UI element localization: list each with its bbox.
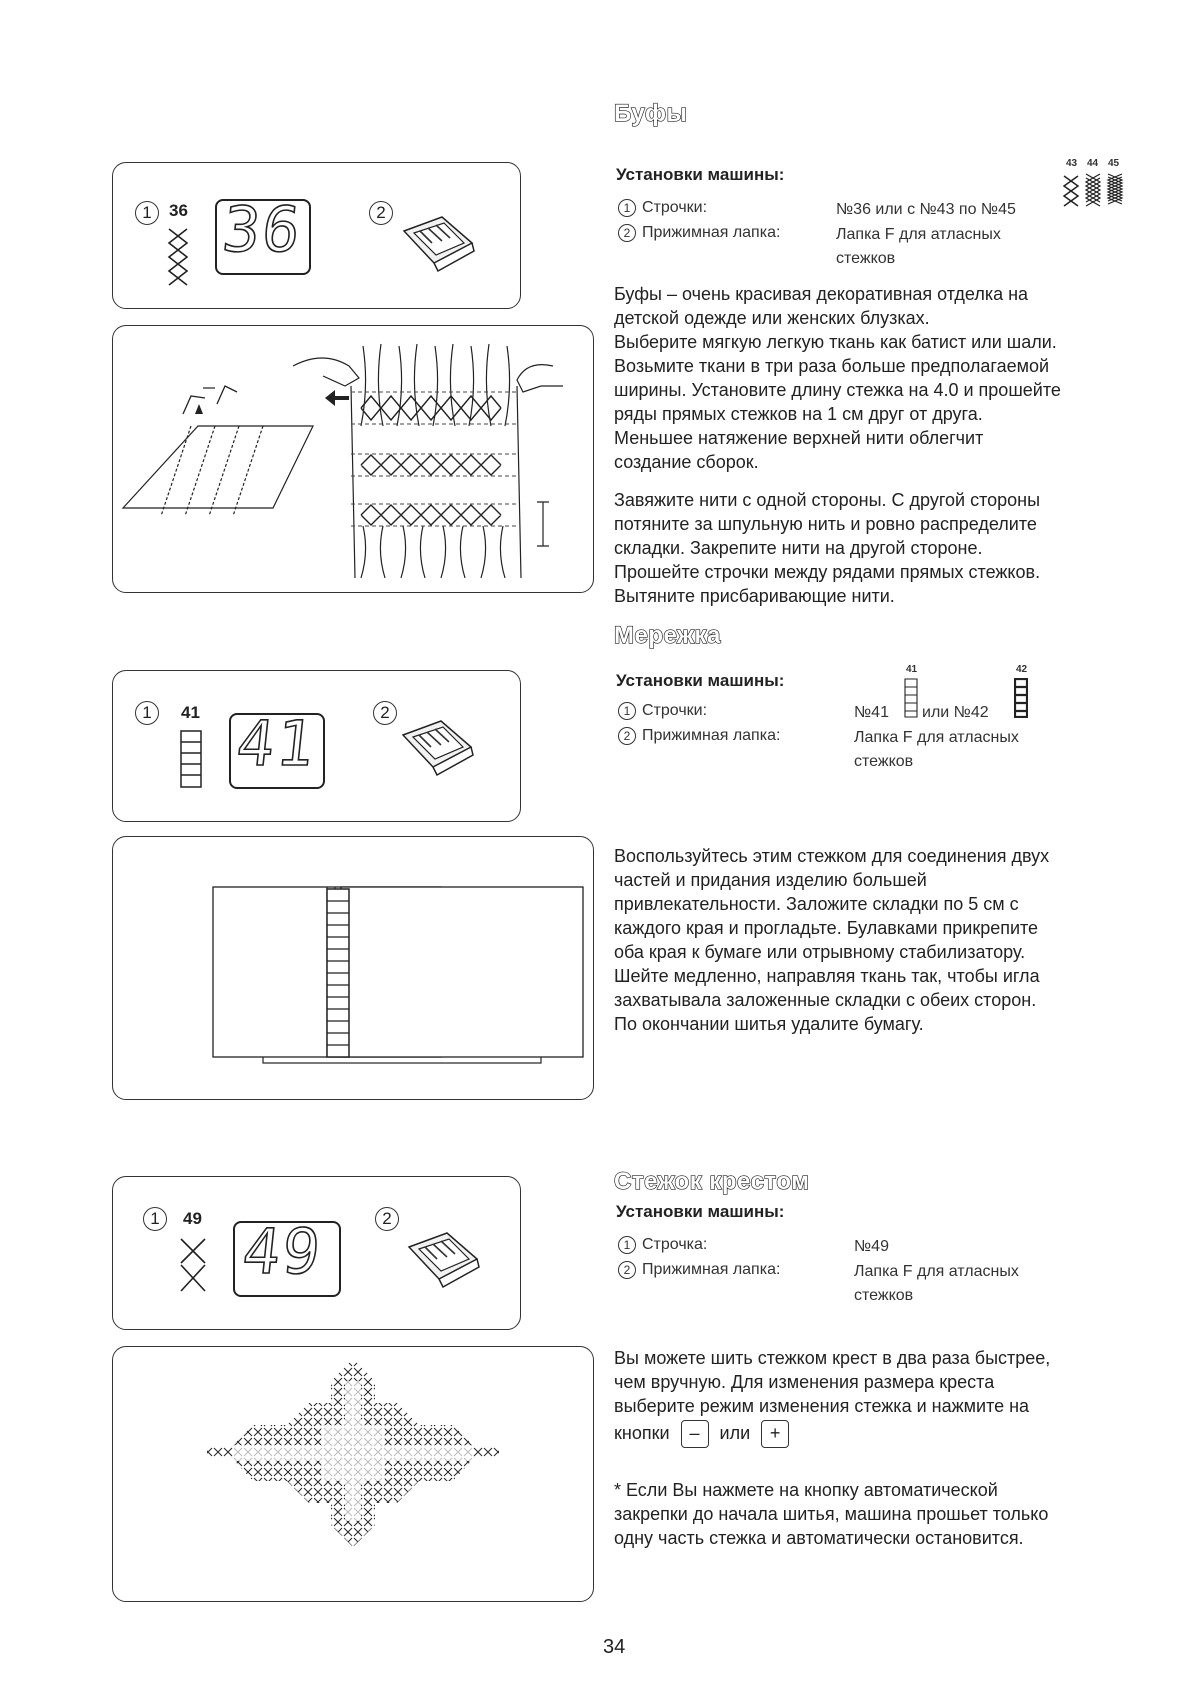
puffs-foot-label: 2 Прижимная лапка: xyxy=(618,224,780,242)
stitch-49-icon xyxy=(179,1237,207,1293)
buttons-or: или xyxy=(719,1422,751,1443)
cross-illustration-panel xyxy=(112,1346,594,1602)
buttons-prefix: кнопки xyxy=(614,1422,670,1443)
hemstitch-paragraph: Воспользуйтесь этим стежком для соединения двух частей и придания изделию большей привлекательности. Заложите складки по 5 см с каждого края и прогладьте. Булавками прикрепите оба края к бумаге или отрывному стабилизатору. Шейте медленно, направляя ткань так, чтобы игла захватывала заложенные складки с обеих сторон. По окончании шитья удалите бумагу. xyxy=(614,846,1050,1034)
puffs-settings-heading: Установки машины: xyxy=(616,165,785,184)
hemstitch-stitch-value-or: или №42 xyxy=(922,704,989,721)
circle-label-1: 1 xyxy=(143,1207,167,1231)
cross-settings-panel xyxy=(112,1176,521,1330)
puffs-stitch-value: №36 или с №43 по №45 xyxy=(836,201,1016,218)
pattern-number: 49 xyxy=(183,1209,202,1228)
cross-foot-label: 2 Прижимная лапка: xyxy=(618,1261,780,1279)
presser-foot-f-icon xyxy=(398,213,478,273)
hemstitch-foot-label: 2 Прижимная лапка: xyxy=(618,727,780,745)
puffs-paragraph-1: Буфы – очень красивая декоративная отделка на детской одежде или женских блузках. Выберите мягкую легкую ткань как батист или шали. Возьмите ткани в три раза больше предполагаемой ширины. Установите длину стежка на 4.0 и прошейте ряды прямых стежков на 1 см друг от друга. Меньшее натяжение верхней нити облегчит создание сборок. xyxy=(614,284,1061,472)
cross-title: Стежок крестом xyxy=(614,1168,810,1195)
stitch-36-icon xyxy=(165,227,191,289)
lcd-digits: 49 xyxy=(239,1215,326,1288)
hemstitch-settings-heading: Установки машины: xyxy=(616,671,785,690)
page-number: 34 xyxy=(603,1636,626,1658)
smocking-stitches-icon xyxy=(1062,172,1128,212)
cross-stitch-illustration xyxy=(113,1347,593,1601)
circle-label-1: 1 xyxy=(135,201,159,225)
smocking-illustration xyxy=(113,326,593,592)
lcd-digits: 41 xyxy=(233,707,320,780)
hemstitch-settings-panel xyxy=(112,670,521,822)
hemstitch-illustration-panel xyxy=(112,836,594,1100)
circle-label-2: 2 xyxy=(373,701,397,725)
pattern-num-45: 45 xyxy=(1108,158,1120,169)
cross-note: * Если Вы нажмете на кнопку автоматической закрепки до начала шитья, машина прошьет только одну часть стежка и автоматически остановится. xyxy=(614,1480,1049,1548)
cross-settings-heading: Установки машины: xyxy=(616,1202,785,1221)
stitch-41-icon xyxy=(179,729,203,789)
puffs-stitch-label: 1 Строчки: xyxy=(618,199,707,217)
lcd-digits: 36 xyxy=(219,193,306,266)
circle-label-2: 2 xyxy=(375,1207,399,1231)
hemstitch-foot-value-2: стежков xyxy=(854,753,914,770)
presser-foot-f-icon xyxy=(397,717,477,777)
puffs-foot-value-1: Лапка F для атласных xyxy=(836,226,1001,243)
puffs-illustration-panel xyxy=(112,325,594,593)
hemstitch-illustration xyxy=(113,837,593,1099)
cross-motif xyxy=(207,1359,499,1547)
pattern-number: 36 xyxy=(169,201,188,220)
pattern-num-42: 42 xyxy=(1016,664,1028,675)
pattern-num-43: 43 xyxy=(1066,158,1078,169)
hemstitch-stitch-label: 1 Строчки: xyxy=(618,702,707,720)
puffs-title: Буфы xyxy=(614,100,688,127)
pattern-num-44: 44 xyxy=(1087,158,1099,169)
hemstitch-foot-value-1: Лапка F для атласных xyxy=(854,729,1019,746)
hemstitch-stitch-value-a: №41 xyxy=(854,704,889,721)
stitch-42-small-icon xyxy=(1014,678,1028,718)
cross-stitch-label: 1 Строчка: xyxy=(618,1236,707,1254)
presser-foot-f-icon xyxy=(403,1229,483,1289)
circle-label-1: 1 xyxy=(135,701,159,725)
cross-foot-value-1: Лапка F для атласных xyxy=(854,1263,1019,1280)
cross-paragraph: Вы можете шить стежком крест в два раза быстрее, чем вручную. Для изменения размера креста выберите режим изменения стежка и нажмите на кнопки – или + xyxy=(614,1346,1134,1448)
circle-label-2: 2 xyxy=(369,201,393,225)
pattern-num-41: 41 xyxy=(906,664,918,675)
stitch-41-small-icon xyxy=(904,678,918,718)
hemstitch-title: Мережка xyxy=(614,622,721,649)
minus-key: – xyxy=(681,1420,709,1448)
cross-foot-value-2: стежков xyxy=(854,1287,914,1304)
puffs-foot-value-2: стежков xyxy=(836,250,896,267)
puffs-settings-panel xyxy=(112,162,521,309)
pattern-number: 41 xyxy=(181,703,200,722)
plus-key: + xyxy=(761,1420,789,1448)
puffs-paragraph-2: Завяжите нити с одной стороны. С другой стороны потяните за шпульную нить и ровно распределите складки. Закрепите нити на другой стороне. Прошейте строчки между рядами прямых стежков. Вытяните присбаривающие нити. xyxy=(614,490,1041,606)
cross-stitch-value: №49 xyxy=(854,1238,889,1255)
